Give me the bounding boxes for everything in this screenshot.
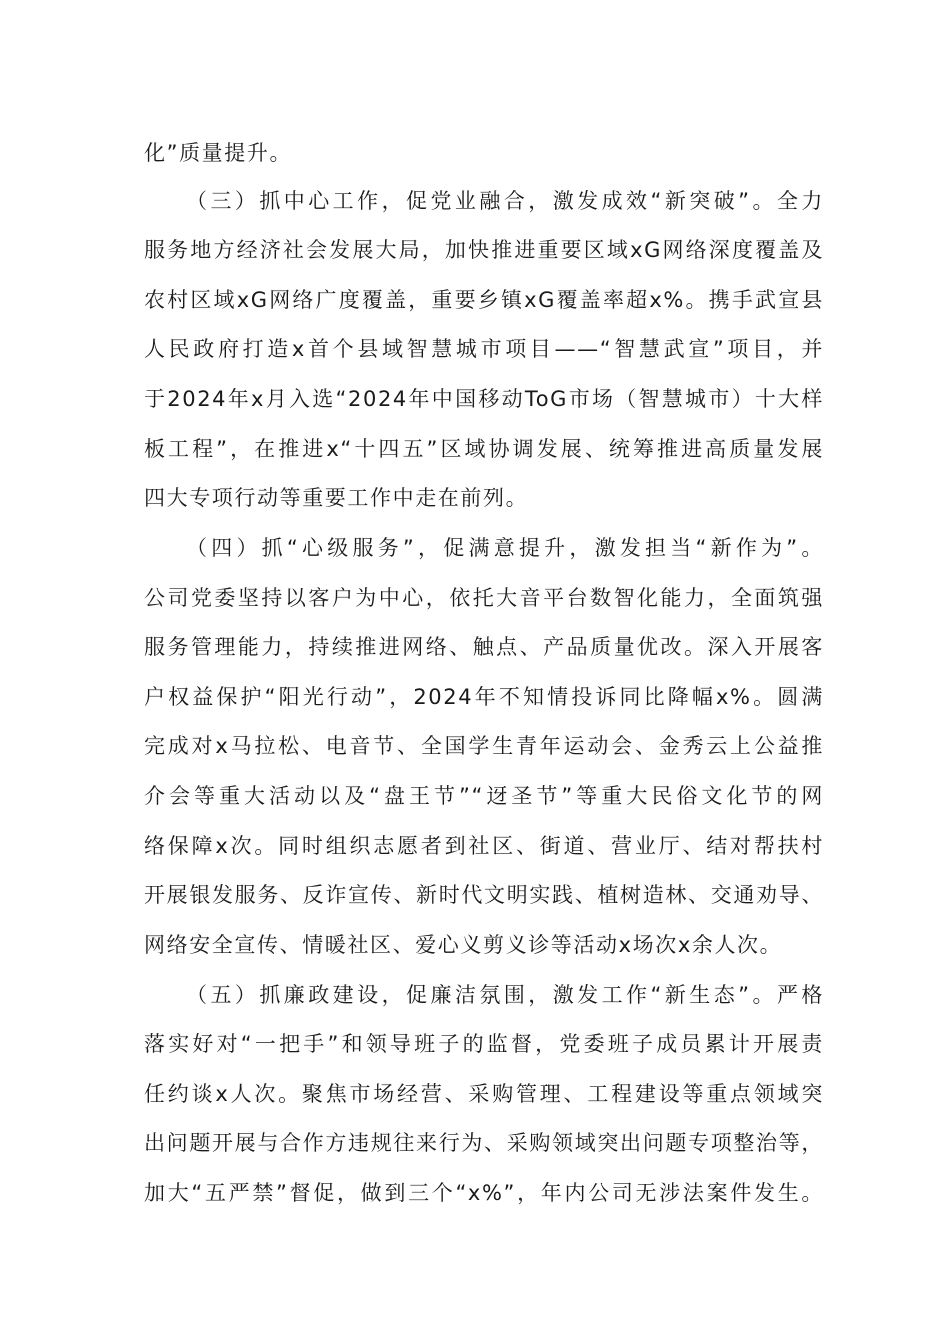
text-line: 户权益保护“阳光行动”，2024年不知情投诉同比降幅x%。圆满 (144, 685, 824, 709)
text-line: 出问题开展与合作方违规往来行为、采购领域突出问题专项整治等， (144, 1131, 824, 1155)
text-line: （五）抓廉政建设，促廉洁氛围，激发工作“新生态”。严格 (186, 983, 824, 1007)
text-line: 公司党委坚持以客户为中心，依托大音平台数智化能力，全面筑强 (144, 586, 824, 610)
text-line: 加大“五严禁”督促，做到三个“x%”，年内公司无涉法案件发生。 (144, 1181, 824, 1205)
text-line: 落实好对“一把手”和领导班子的监督，党委班子成员累计开展责 (144, 1032, 824, 1056)
text-line: 化”质量提升。 (144, 141, 293, 165)
text-line: 服务管理能力，持续推进网络、触点、产品质量优改。深入开展客 (144, 635, 824, 659)
text-line: 完成对x马拉松、电音节、全国学生青年运动会、金秀云上公益推 (144, 734, 824, 758)
text-line: 人民政府打造x首个县域智慧城市项目——“智慧武宣”项目，并 (144, 337, 824, 361)
text-line: （三）抓中心工作，促党业融合，激发成效“新突破”。全力 (186, 189, 824, 213)
text-line: 开展银发服务、反诈宣传、新时代文明实践、植树造林、交通劝导、 (144, 883, 824, 907)
text-line: 板工程”，在推进x“十四五”区域协调发展、统筹推进高质量发展 (144, 437, 824, 461)
text-line: 服务地方经济社会发展大局，加快推进重要区域xG网络深度覆盖及 (144, 238, 824, 262)
text-line: （四）抓“心级服务”，促满意提升，激发担当“新作为”。 (186, 536, 824, 560)
text-line: 介会等重大活动以及“盘王节”“迓圣节”等重大民俗文化节的网 (144, 784, 824, 808)
text-line: 网络安全宣传、情暖社区、爱心义剪义诊等活动x场次x余人次。 (144, 933, 783, 957)
text-line: 农村区域xG网络广度覆盖，重要乡镇xG覆盖率超x%。携手武宣县 (144, 288, 824, 312)
text-line: 于2024年x月入选“2024年中国移动ToG市场（智慧城市）十大样 (144, 387, 824, 411)
text-line: 任约谈x人次。聚焦市场经营、采购管理、工程建设等重点领域突 (144, 1082, 824, 1106)
text-line: 四大专项行动等重要工作中走在前列。 (144, 486, 529, 510)
text-line: 络保障x次。同时组织志愿者到社区、街道、营业厅、结对帮扶村 (144, 834, 824, 858)
